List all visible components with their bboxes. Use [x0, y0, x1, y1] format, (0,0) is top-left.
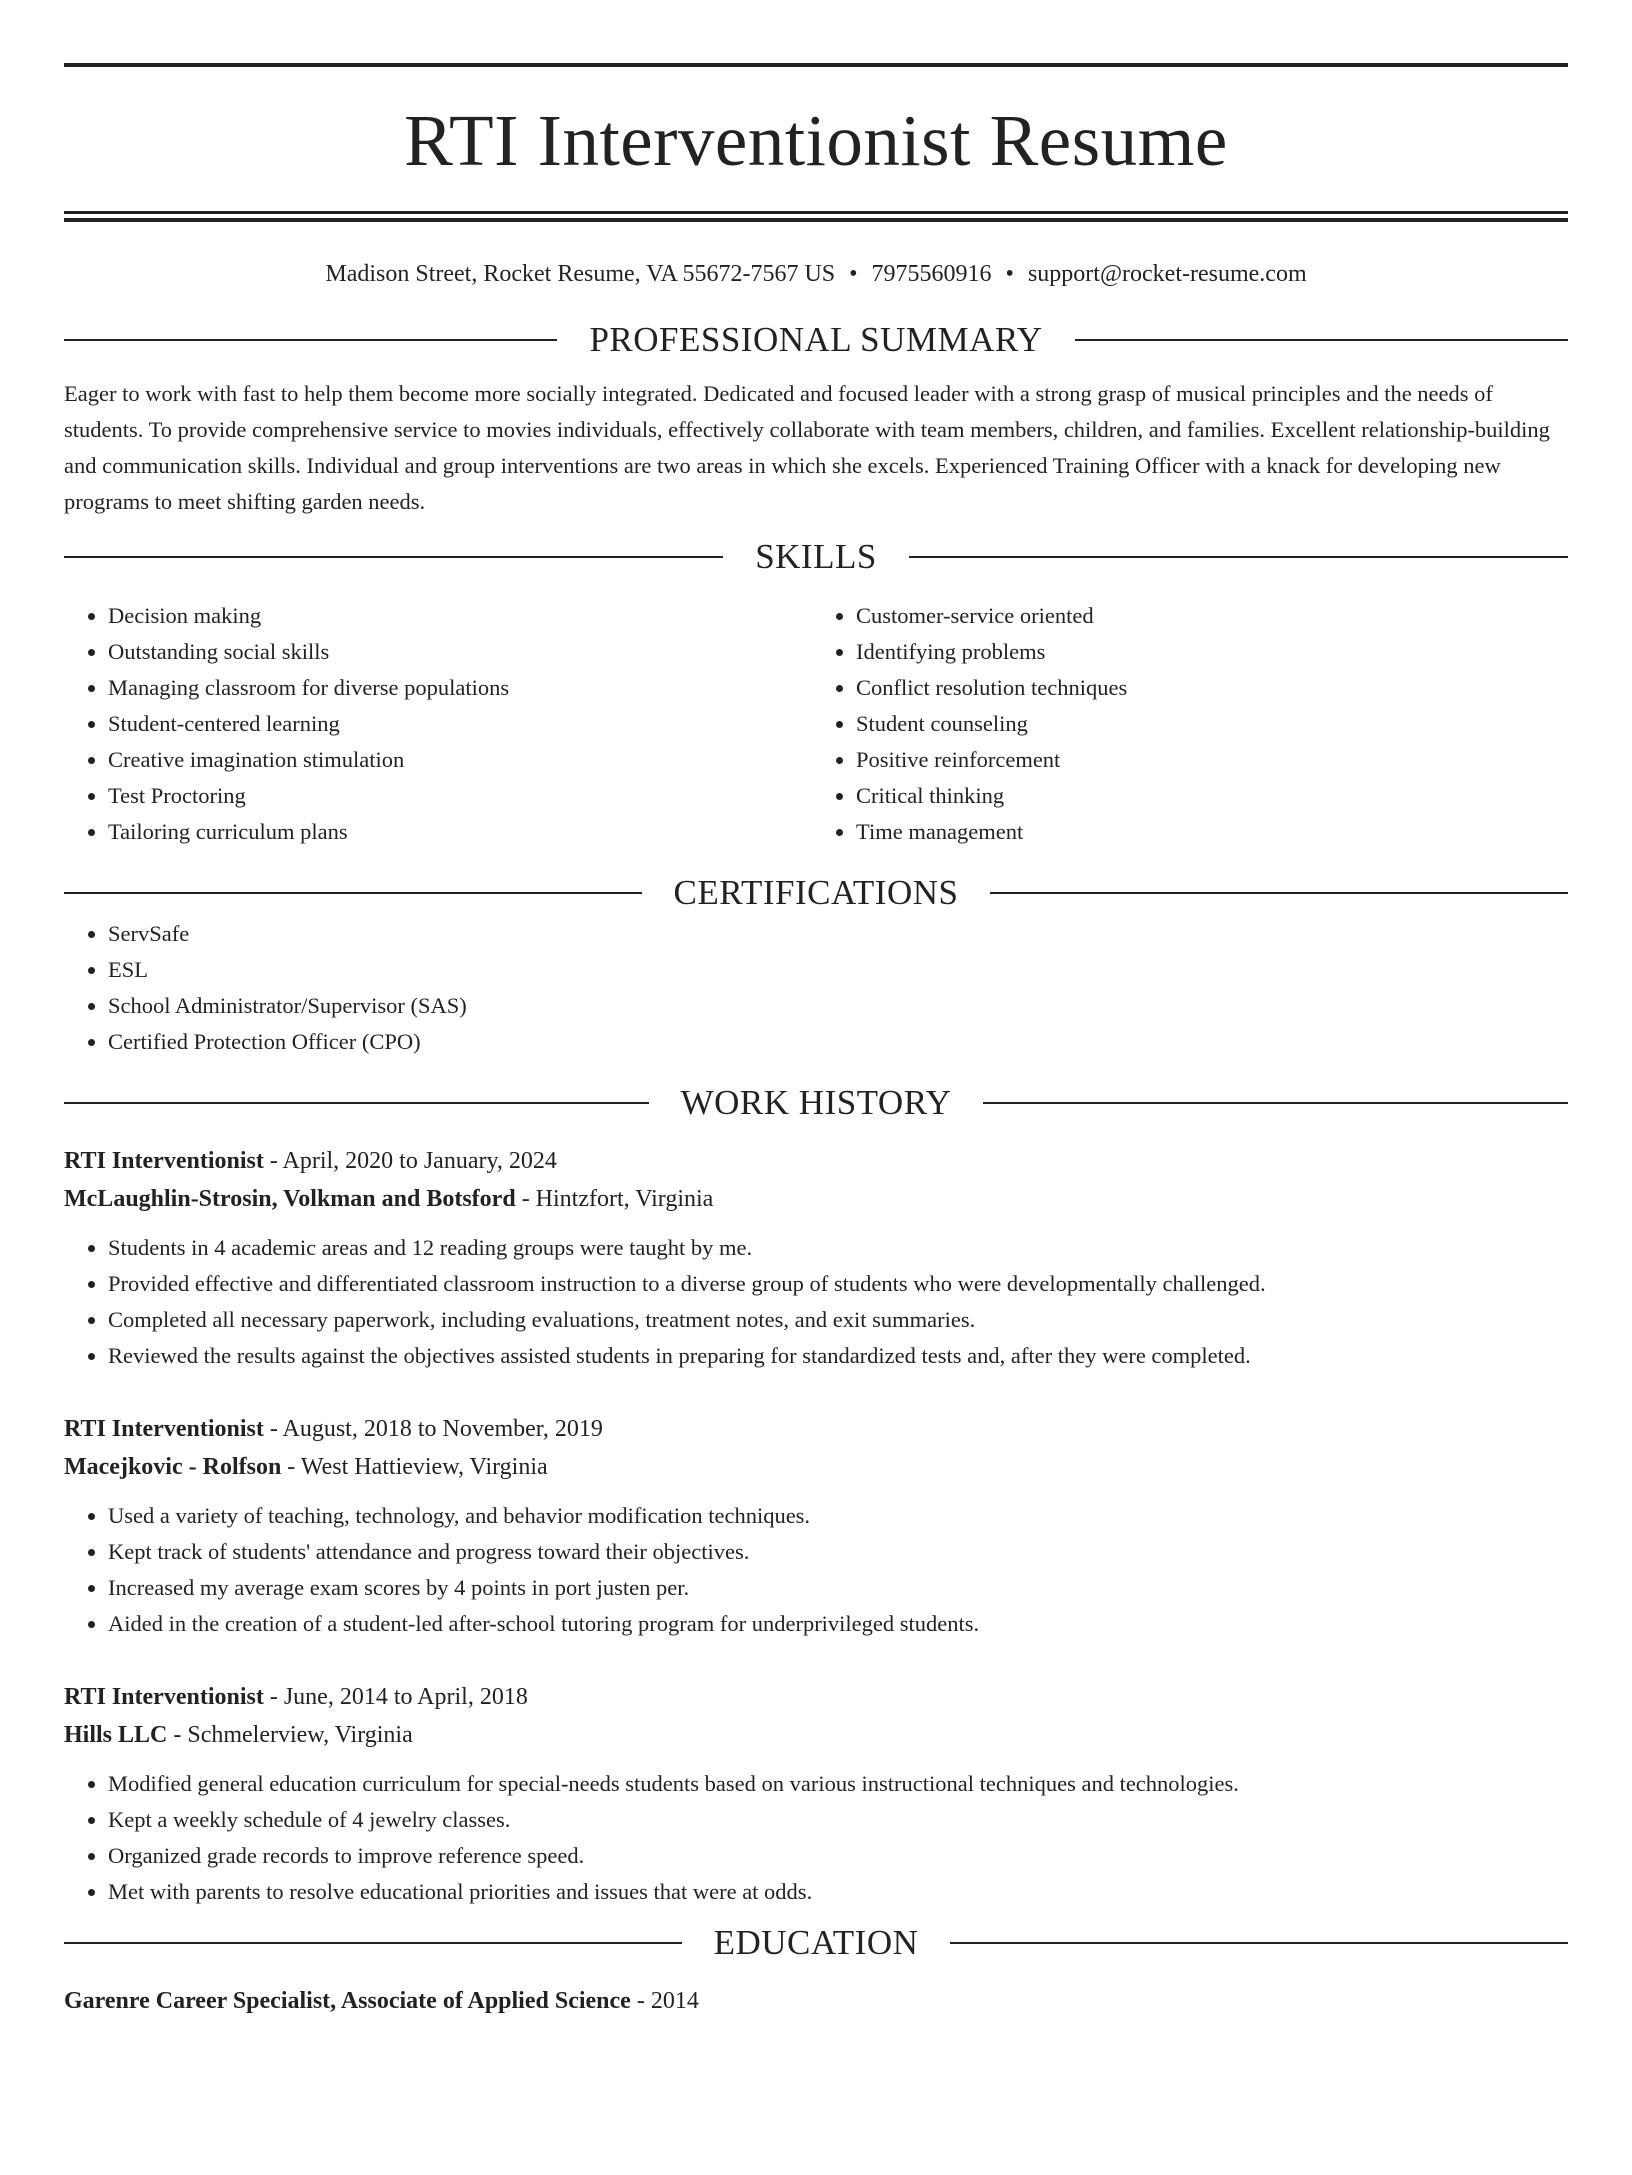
- skill-item: • Positive reinforcement: [856, 742, 1568, 778]
- job-bullet: • Aided in the creation of a student-led after-school tutoring program for underprivileged students.: [108, 1606, 1568, 1642]
- job-title-line: [64, 1142, 1568, 1180]
- skill-item: • Student-centered learning: [108, 706, 820, 742]
- job-title: RTI Interventionist: [64, 1684, 264, 1710]
- contact-address: Madison Street, Rocket Resume, VA 55672-7567 US: [325, 261, 836, 287]
- section-divider: [64, 556, 723, 558]
- skill-item: • Outstanding social skills: [108, 634, 820, 670]
- job-entry: [64, 1678, 1568, 1910]
- skill-item: • Time management: [856, 814, 1568, 850]
- certifications-list: [64, 916, 1568, 1060]
- skill-item: • Managing classroom for diverse populations: [108, 670, 820, 706]
- top-rule: [64, 63, 1568, 67]
- section-divider: [64, 339, 557, 341]
- summary-text: Eager to work with fast to help them become more socially integrated. Dedicated and focused leader with a strong grasp of musical principles and the needs of students. To provide comprehensive service to movies individuals, effectively collaborate with team members, children, and families. Excellent relationship-building and communication skills. Individual and group interventions are two areas in which she excels. Experienced Training Officer with a knack for developing new programs to meet shifting garden needs.: [64, 381, 1550, 514]
- section-divider: [64, 1942, 682, 1944]
- section-divider: [950, 1942, 1568, 1944]
- contact-line: [64, 259, 1568, 289]
- page-title: RTI Interventionist Resume: [404, 100, 1228, 181]
- certification-item: • ServSafe: [108, 916, 1568, 952]
- job-bullet: • Modified general education curriculum for special-needs students based on various instructional techniques and technologies.: [108, 1766, 1568, 1802]
- skill-item: • Student counseling: [856, 706, 1568, 742]
- certification-item: • School Administrator/Supervisor (SAS): [108, 988, 1568, 1024]
- skill-item: • Creative imagination stimulation: [108, 742, 820, 778]
- contact-separator: •: [849, 261, 858, 287]
- skills-list-left: [64, 598, 820, 850]
- section-divider: [64, 892, 642, 894]
- job-location: - Schmelerview, Virginia: [167, 1722, 413, 1748]
- job-bullet: • Provided effective and differentiated classroom instruction to a diverse group of students who were developmentally challenged.: [108, 1266, 1568, 1302]
- job-bullet: • Students in 4 academic areas and 12 reading groups were taught by me.: [108, 1230, 1568, 1266]
- job-entry: [64, 1410, 1568, 1642]
- title-double-rule: [64, 211, 1568, 222]
- job-location: - West Hattieview, Virginia: [281, 1454, 548, 1480]
- certification-item: • Certified Protection Officer (CPO): [108, 1024, 1568, 1060]
- skills-list-right: [820, 598, 1568, 850]
- work-heading: WORK HISTORY: [680, 1083, 952, 1122]
- section-header-work: [64, 1080, 1568, 1126]
- job-bullets: [64, 1498, 1568, 1642]
- job-company-line: [64, 1180, 1568, 1218]
- resume-page: [0, 63, 1632, 2175]
- skills-grid: [64, 598, 1568, 850]
- education-entry: [64, 1982, 1568, 2020]
- section-header-skills: [64, 534, 1568, 580]
- skill-item: • Critical thinking: [856, 778, 1568, 814]
- contact-separator: •: [1005, 261, 1014, 287]
- skills-heading: SKILLS: [755, 537, 877, 576]
- skill-item: • Conflict resolution techniques: [856, 670, 1568, 706]
- skill-item: • Identifying problems: [856, 634, 1568, 670]
- skill-item: • Decision making: [108, 598, 820, 634]
- job-company: McLaughlin-Strosin, Volkman and Botsford: [64, 1186, 516, 1212]
- job-dates: - June, 2014 to April, 2018: [263, 1684, 528, 1710]
- job-title-line: [64, 1410, 1568, 1448]
- certifications-heading: CERTIFICATIONS: [673, 873, 959, 912]
- section-divider: [1075, 339, 1568, 341]
- contact-phone: 7975560916: [871, 261, 992, 287]
- summary-heading: PROFESSIONAL SUMMARY: [589, 320, 1043, 359]
- job-dates: - August, 2018 to November, 2019: [263, 1416, 603, 1442]
- job-title: RTI Interventionist: [64, 1148, 264, 1174]
- job-bullet: • Met with parents to resolve educational priorities and issues that were at odds.: [108, 1874, 1568, 1910]
- section-divider: [64, 1102, 649, 1104]
- job-company: Hills LLC: [64, 1722, 168, 1748]
- job-entry: [64, 1142, 1568, 1374]
- job-bullet: • Kept a weekly schedule of 4 jewelry classes.: [108, 1802, 1568, 1838]
- job-location: - Hintzfort, Virginia: [515, 1186, 714, 1212]
- job-company-line: [64, 1716, 1568, 1754]
- job-company: Macejkovic - Rolfson: [64, 1454, 282, 1480]
- section-header-education: [64, 1920, 1568, 1966]
- job-bullet: • Used a variety of teaching, technology, and behavior modification techniques.: [108, 1498, 1568, 1534]
- job-bullet: • Increased my average exam scores by 4 points in port justen per.: [108, 1570, 1568, 1606]
- section-header-certifications: [64, 870, 1568, 916]
- job-bullets: [64, 1230, 1568, 1374]
- skill-item: • Customer-service oriented: [856, 598, 1568, 634]
- job-title-line: [64, 1678, 1568, 1716]
- skill-item: • Tailoring curriculum plans: [108, 814, 820, 850]
- job-title: RTI Interventionist: [64, 1416, 264, 1442]
- contact-email: support@rocket-resume.com: [1027, 261, 1307, 287]
- job-bullet: • Kept track of students' attendance and progress toward their objectives.: [108, 1534, 1568, 1570]
- certification-item: • ESL: [108, 952, 1568, 988]
- job-bullets: [64, 1766, 1568, 1910]
- education-heading: EDUCATION: [713, 1923, 919, 1962]
- job-bullet: • Reviewed the results against the objectives assisted students in preparing for standardized tests and, after they were completed.: [108, 1338, 1568, 1374]
- section-divider: [983, 1102, 1568, 1104]
- section-divider: [909, 556, 1568, 558]
- education-date: - 2014: [630, 1988, 699, 2014]
- section-header-summary: [64, 317, 1568, 363]
- job-bullet: • Completed all necessary paperwork, including evaluations, treatment notes, and exit summaries.: [108, 1302, 1568, 1338]
- job-company-line: [64, 1448, 1568, 1486]
- skill-item: • Test Proctoring: [108, 778, 820, 814]
- job-dates: - April, 2020 to January, 2024: [263, 1148, 557, 1174]
- job-bullet: • Organized grade records to improve reference speed.: [108, 1838, 1568, 1874]
- education-degree: Garenre Career Specialist, Associate of Applied Science: [64, 1988, 631, 2014]
- section-divider: [990, 892, 1568, 894]
